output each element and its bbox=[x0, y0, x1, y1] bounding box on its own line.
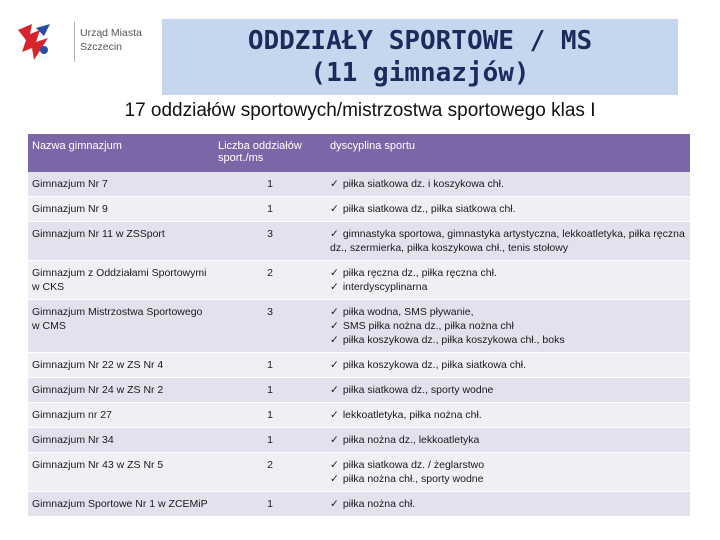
discipline-cell bbox=[326, 428, 690, 453]
header-school-name: Nazwa gimnazjum bbox=[32, 140, 122, 152]
discipline-item: ✓ piłka nożna chł. bbox=[330, 497, 686, 511]
discipline-cell bbox=[326, 453, 690, 492]
title-banner bbox=[162, 19, 678, 95]
logo-text bbox=[80, 26, 142, 54]
logo-line-2: Szczecin bbox=[80, 41, 123, 53]
discipline-cell bbox=[326, 300, 690, 353]
school-name-cell: Gimnazjum nr 27 bbox=[28, 403, 214, 428]
discipline-item: ✓ piłka nożna dz., lekkoatletyka bbox=[330, 433, 686, 447]
table-row bbox=[28, 453, 690, 492]
schools-table bbox=[28, 134, 690, 517]
table-row bbox=[28, 353, 690, 378]
class-count-cell: 3 bbox=[214, 222, 326, 261]
discipline-cell bbox=[326, 403, 690, 428]
class-count-cell: 2 bbox=[214, 453, 326, 492]
school-name-cell: Gimnazjum Nr 24 w ZS Nr 2 bbox=[28, 378, 214, 403]
table-row bbox=[28, 261, 690, 300]
city-logo bbox=[12, 18, 162, 70]
table-row bbox=[28, 300, 690, 353]
discipline-item: ✓ piłka siatkowa dz., piłka siatkowa chł. bbox=[330, 202, 686, 216]
discipline-item: ✓ piłka ręczna dz., piłka ręczna chł. bbox=[330, 266, 686, 280]
school-name-cell: Gimnazjum Mistrzostwa Sportowego w CMS bbox=[28, 300, 214, 353]
discipline-cell bbox=[326, 172, 690, 197]
table-row bbox=[28, 492, 690, 517]
school-name-cell: Gimnazjum z Oddziałami Sportowymi w CKS bbox=[28, 261, 214, 300]
discipline-item: ✓ piłka nożna chł., sporty wodne bbox=[330, 472, 686, 486]
school-name-cell: Gimnazjum Nr 34 bbox=[28, 428, 214, 453]
page-subtitle: 17 oddziałów sportowych/mistrzostwa sportowego klas I bbox=[124, 100, 596, 121]
discipline-cell bbox=[326, 222, 690, 261]
logo-separator bbox=[74, 22, 75, 62]
table-row bbox=[28, 197, 690, 222]
discipline-item: ✓ piłka siatkowa dz. i koszykowa chł. bbox=[330, 177, 686, 191]
title-line-1: ODDZIAŁY SPORTOWE / MS bbox=[247, 26, 593, 56]
class-count-cell: 1 bbox=[214, 403, 326, 428]
discipline-item: ✓ piłka koszykowa dz., piłka koszykowa chł., boks bbox=[330, 333, 686, 347]
table-row bbox=[28, 222, 690, 261]
discipline-item: ✓ interdyscyplinarna bbox=[330, 280, 686, 294]
discipline-item: ✓ lekkoatletyka, piłka nożna chł. bbox=[330, 408, 686, 422]
discipline-cell bbox=[326, 378, 690, 403]
class-count-cell: 1 bbox=[214, 197, 326, 222]
table-header-row bbox=[28, 134, 690, 172]
discipline-cell bbox=[326, 197, 690, 222]
discipline-item: ✓ piłka siatkowa dz., sporty wodne bbox=[330, 383, 686, 397]
class-count-cell: 2 bbox=[214, 261, 326, 300]
discipline-cell bbox=[326, 261, 690, 300]
header-discipline: dyscyplina sportu bbox=[330, 140, 415, 152]
school-name-cell: Gimnazjum Nr 7 bbox=[28, 172, 214, 197]
discipline-cell bbox=[326, 492, 690, 517]
table-row bbox=[28, 428, 690, 453]
discipline-item: ✓ piłka koszykowa dz., piłka siatkowa chł. bbox=[330, 358, 686, 372]
school-name-cell: Gimnazjum Nr 11 w ZSSport bbox=[28, 222, 214, 261]
table-body bbox=[28, 172, 690, 517]
class-count-cell: 1 bbox=[214, 172, 326, 197]
class-count-cell: 1 bbox=[214, 378, 326, 403]
table-row bbox=[28, 403, 690, 428]
header-class-count: Liczba oddziałów sport./ms bbox=[218, 140, 302, 164]
class-count-cell: 1 bbox=[214, 428, 326, 453]
class-count-cell: 1 bbox=[214, 353, 326, 378]
discipline-item: ✓ piłka siatkowa dz. / żeglarstwo bbox=[330, 458, 686, 472]
title-line-2: (11 gimnazjów) bbox=[310, 58, 530, 88]
school-name-cell: Gimnazjum Nr 9 bbox=[28, 197, 214, 222]
griffin-emblem-icon bbox=[12, 20, 56, 64]
school-name-cell: Gimnazjum Nr 22 w ZS Nr 4 bbox=[28, 353, 214, 378]
table-row bbox=[28, 172, 690, 197]
discipline-item: ✓ gimnastyka sportowa, gimnastyka artystyczna, lekkoatletyka, piłka ręczna dz., szermierka, piłka koszykowa chł., tenis stołowy bbox=[330, 227, 686, 255]
table-row bbox=[28, 378, 690, 403]
class-count-cell: 1 bbox=[214, 492, 326, 517]
discipline-item: ✓ SMS piłka nożna dz., piłka nożna chł bbox=[330, 319, 686, 333]
discipline-item: ✓ piłka wodna, SMS pływanie, bbox=[330, 305, 686, 319]
school-name-cell: Gimnazjum Nr 43 w ZS Nr 5 bbox=[28, 453, 214, 492]
logo-line-1: Urząd Miasta bbox=[80, 27, 142, 39]
discipline-cell bbox=[326, 353, 690, 378]
school-name-cell: Gimnazjum Sportowe Nr 1 w ZCEMiP bbox=[28, 492, 214, 517]
class-count-cell: 3 bbox=[214, 300, 326, 353]
